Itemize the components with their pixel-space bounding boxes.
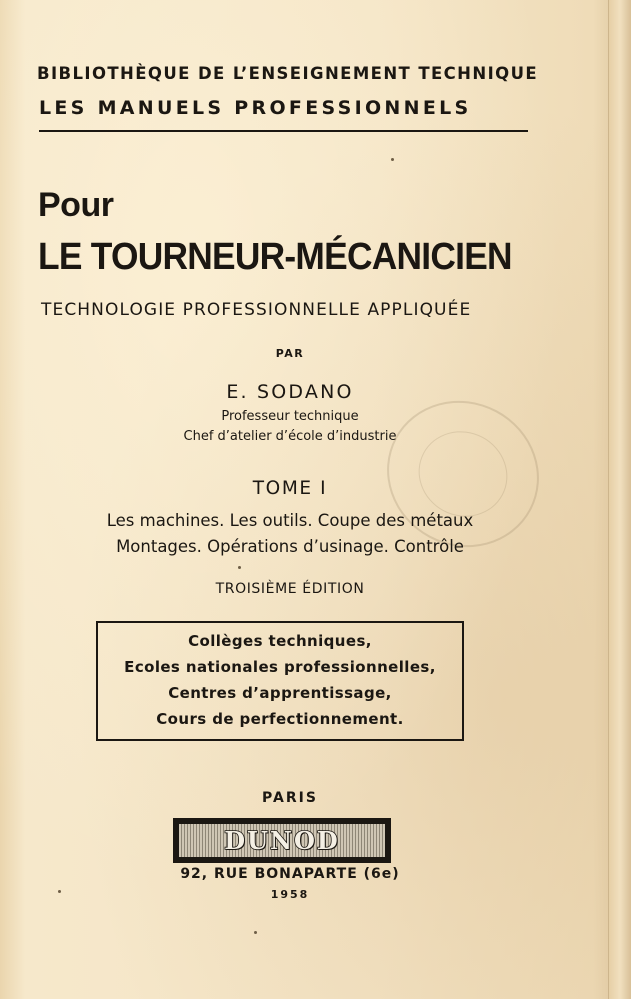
series-line-1: BIBLIOTHÈQUE DE L’ENSEIGNEMENT TECHNIQUE <box>37 64 539 83</box>
publisher-address: 92, RUE BONAPARTE (6e) <box>180 866 400 882</box>
publisher-city: PARIS <box>262 790 318 806</box>
author-role-2: Chef d’atelier d’école d’industrie <box>183 429 397 444</box>
page-edge <box>608 0 631 999</box>
publisher-logo-field <box>179 824 385 857</box>
paper-speck <box>254 931 257 934</box>
audience-line: Centres d’apprentissage, <box>168 684 392 702</box>
audience-line: Collèges techniques, <box>188 632 372 650</box>
series-line-2: LES MANUELS PROFESSIONNELS <box>39 97 472 119</box>
header-rule <box>39 130 528 132</box>
book-title: LE TOURNEUR-MÉCANICIEN <box>38 236 512 278</box>
publication-year: 1958 <box>270 888 310 901</box>
audience-line: Cours de perfectionnement. <box>156 710 404 728</box>
title-prefix: Pour <box>38 186 114 224</box>
publisher-logo-text: DUNOD <box>224 826 340 855</box>
volume-topics-2: Montages. Opérations d’usinage. Contrôle <box>116 537 464 556</box>
publisher-logo <box>173 818 391 863</box>
paper-speck <box>238 566 241 569</box>
book-subtitle: TECHNOLOGIE PROFESSIONNELLE APPLIQUÉE <box>41 300 472 320</box>
author-role-1: Professeur technique <box>221 409 359 424</box>
by-label: PAR <box>275 347 305 360</box>
audience-box <box>96 621 464 741</box>
volume-topics-1: Les machines. Les outils. Coupe des métaux <box>106 511 474 530</box>
paper-speck <box>58 890 61 893</box>
paper-speck <box>391 158 394 161</box>
edition-label: TROISIÈME ÉDITION <box>215 581 365 597</box>
volume-number: TOME I <box>252 478 328 499</box>
author-name: E. SODANO <box>226 381 354 403</box>
audience-line: Ecoles nationales professionnelles, <box>124 658 436 676</box>
